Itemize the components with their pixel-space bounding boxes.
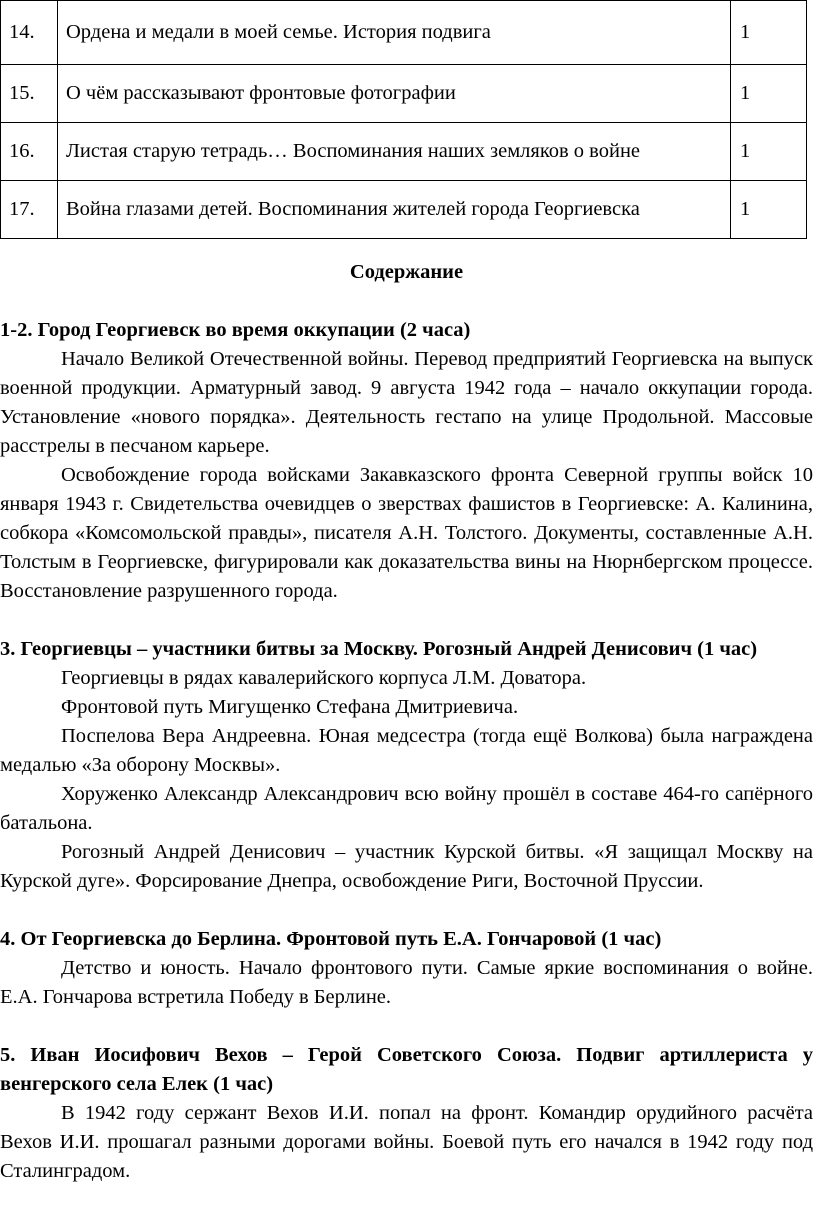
paragraph: Хоруженко Александр Александрович всю войну прошёл в составе 464-го сапёрного батальона. <box>0 783 813 834</box>
paragraph: Рогозный Андрей Денисович – участник Курской битвы. «Я защищал Москву на Курской дуге». Форсирование Днепра, освобождение Риги, Восточной Пруссии. <box>0 841 813 892</box>
topic-heading: 1-2. Город Георгиевск во время оккупации (2 часа) <box>0 319 471 341</box>
section-heading: Содержание <box>349 261 464 283</box>
paragraph: Фронтовой путь Мигущенко Стефана Дмитриевича. <box>61 696 519 718</box>
hours-count: 1 <box>731 1 807 65</box>
topic-heading: 3. Георгиевцы – участники битвы за Москву. Рогозный Андрей Денисович (1 час) <box>0 638 758 660</box>
topic-heading: 4. От Георгиевска до Берлина. Фронтовой путь Е.А. Гончаровой (1 час) <box>0 928 662 950</box>
paragraph: В 1942 году сержант Вехов И.И. попал на фронт. Командир орудийного расчёта Вехов И.И. прошагал разными дорогами войны. Боевой путь его начался в 1942 году под Сталинградом. <box>0 1102 813 1182</box>
content-body <box>0 258 813 1215</box>
hours-count: 1 <box>731 123 807 181</box>
paragraph: Детство и юность. Начало фронтового пути. Самые яркие воспоминания о войне. Е.А. Гончарова встретила Победу в Берлине. <box>0 957 813 1008</box>
paragraph: Георгиевцы в рядах кавалерийского корпуса Л.М. Доватора. <box>61 667 587 689</box>
paragraph: Освобождение города войсками Закавказского фронта Северной группы войск 10 января 1943 г. Свидетельства очевидцев о зверствах фашистов в Георгиевске: А. Калинина, собкора «Комсомольской правды», писателя А.Н. Толстого. Документы, составленные А.Н. Толстым в Георгиевске, фигурировали как доказательства вины на Нюрнбергском процессе. Восстановление разрушенного города. <box>0 464 813 602</box>
table-row <box>1 1 807 65</box>
curriculum-table <box>0 0 807 239</box>
row-number: 14. <box>1 1 58 65</box>
topic-title: Ордена и медали в моей семье. История подвига <box>58 1 731 65</box>
paragraph: Начало Великой Отечественной войны. Перевод предприятий Георгиевска на выпуск военной продукции. Арматурный завод. 9 августа 1942 года – начало оккупации города. Установление «нового порядка». Деятельность гестапо на улице Продольной. Массовые расстрелы в песчаном карьере. <box>0 348 813 457</box>
row-number: 17. <box>1 181 58 239</box>
hours-count: 1 <box>731 65 807 123</box>
topic-section <box>0 635 813 896</box>
paragraph: Поспелова Вера Андреевна. Юная медсестра (тогда ещё Волкова) была награждена медалью «За оборону Москвы». <box>0 725 813 776</box>
topic-title: Листая старую тетрадь… Воспоминания наших земляков о войне <box>58 123 731 181</box>
topic-section <box>0 1041 813 1186</box>
topic-heading: 5. Иван Иосифович Вехов – Герой Советского Союза. Подвиг артиллериста у венгерского села Елек (1 час) <box>0 1044 813 1095</box>
row-number: 15. <box>1 65 58 123</box>
topic-title: Война глазами детей. Воспоминания жителей города Георгиевска <box>58 181 731 239</box>
row-number: 16. <box>1 123 58 181</box>
topic-title: О чём рассказывают фронтовые фотографии <box>58 65 731 123</box>
hours-count: 1 <box>731 181 807 239</box>
table-row <box>1 65 807 123</box>
topic-section <box>0 316 813 606</box>
table-row <box>1 123 807 181</box>
topic-section <box>0 925 813 1012</box>
table-row <box>1 181 807 239</box>
